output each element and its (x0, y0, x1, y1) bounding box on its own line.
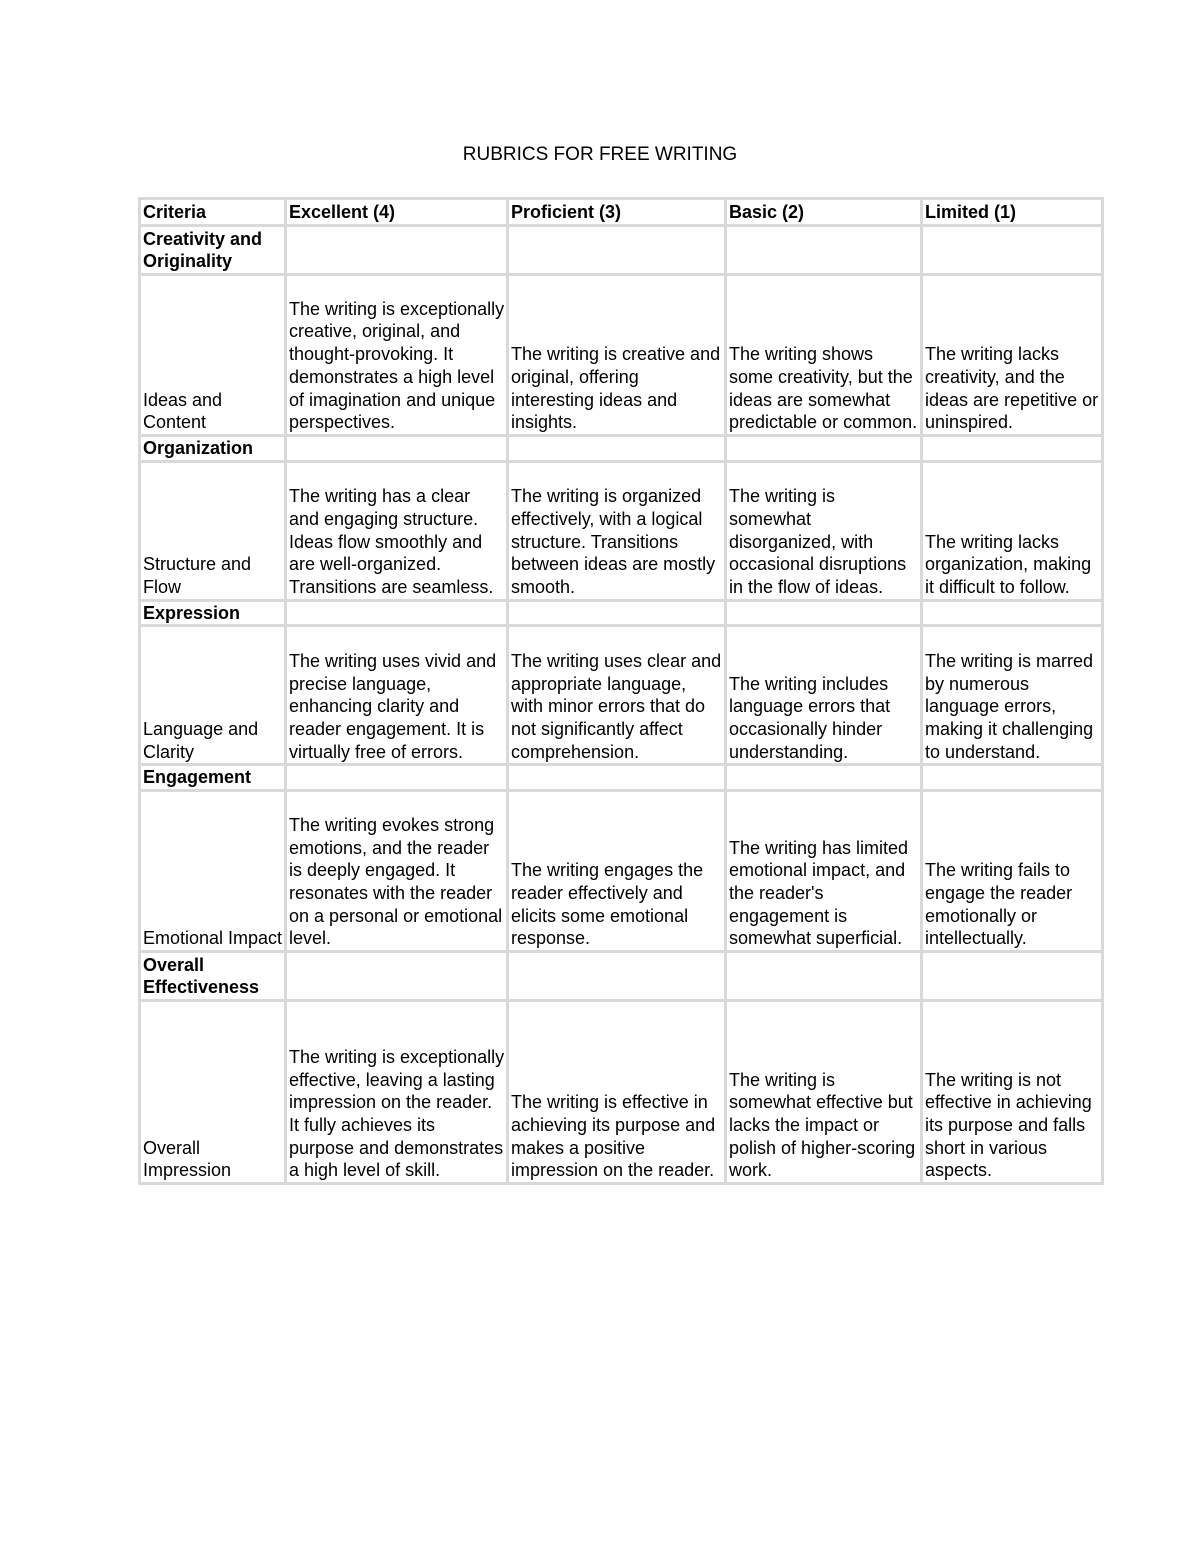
limited-cell: The writing lacks creativity, and the ideas are repetitive or uninspired. (922, 275, 1103, 436)
criterion-cell: Language and Clarity (140, 626, 286, 765)
section-heading: Overall Effectiveness (140, 952, 286, 1001)
table-row (140, 791, 1103, 952)
empty-cell (726, 952, 922, 1001)
section-heading: Creativity and Originality (140, 226, 286, 275)
empty-cell (286, 600, 508, 626)
proficient-cell: The writing is effective in achieving its purpose and makes a positive impression on the reader. (508, 1001, 726, 1184)
basic-cell: The writing is somewhat disorganized, with occasional disruptions in the flow of ideas. (726, 461, 922, 600)
empty-cell (726, 765, 922, 791)
proficient-cell: The writing is creative and original, offering interesting ideas and insights. (508, 275, 726, 436)
excellent-cell: The writing evokes strong emotions, and the reader is deeply engaged. It resonates with the reader on a personal or emotional level. (286, 791, 508, 952)
section-heading-row (140, 765, 1103, 791)
rubric-table (138, 197, 1104, 1185)
excellent-cell: The writing is exceptionally creative, original, and thought-provoking. It demonstrates a high level of imagination and unique perspectives. (286, 275, 508, 436)
table-row (140, 1001, 1103, 1184)
table-row (140, 275, 1103, 436)
table-row (140, 461, 1103, 600)
empty-cell (922, 952, 1103, 1001)
excellent-cell: The writing has a clear and engaging structure. Ideas flow smoothly and are well-organized. Transitions are seamless. (286, 461, 508, 600)
header-limited: Limited (1) (922, 199, 1103, 226)
criterion-cell: Structure and Flow (140, 461, 286, 600)
section-heading-row (140, 436, 1103, 462)
empty-cell (726, 436, 922, 462)
limited-cell: The writing lacks organization, making it difficult to follow. (922, 461, 1103, 600)
header-excellent: Excellent (4) (286, 199, 508, 226)
criterion-cell: Emotional Impact (140, 791, 286, 952)
limited-cell: The writing is not effective in achieving its purpose and falls short in various aspects. (922, 1001, 1103, 1184)
empty-cell (726, 226, 922, 275)
criterion-cell: Ideas and Content (140, 275, 286, 436)
basic-cell: The writing has limited emotional impact, and the reader's engagement is somewhat superficial. (726, 791, 922, 952)
section-heading: Engagement (140, 765, 286, 791)
empty-cell (922, 436, 1103, 462)
header-proficient: Proficient (3) (508, 199, 726, 226)
table-row (140, 626, 1103, 765)
section-heading: Expression (140, 600, 286, 626)
empty-cell (508, 226, 726, 275)
header-criteria: Criteria (140, 199, 286, 226)
section-heading-row (140, 952, 1103, 1001)
proficient-cell: The writing engages the reader effectively and elicits some emotional response. (508, 791, 726, 952)
section-heading-row (140, 226, 1103, 275)
empty-cell (508, 952, 726, 1001)
empty-cell (508, 765, 726, 791)
empty-cell (286, 952, 508, 1001)
criterion-cell: Overall Impression (140, 1001, 286, 1184)
empty-cell (508, 436, 726, 462)
empty-cell (922, 600, 1103, 626)
proficient-cell: The writing uses clear and appropriate language, with minor errors that do not significantly affect comprehension. (508, 626, 726, 765)
empty-cell (286, 226, 508, 275)
proficient-cell: The writing is organized effectively, with a logical structure. Transitions between ideas are mostly smooth. (508, 461, 726, 600)
limited-cell: The writing is marred by numerous language errors, making it challenging to understand. (922, 626, 1103, 765)
table-header-row (140, 199, 1103, 226)
basic-cell: The writing shows some creativity, but the ideas are somewhat predictable or common. (726, 275, 922, 436)
excellent-cell: The writing is exceptionally effective, leaving a lasting impression on the reader. It fully achieves its purpose and demonstrates a high level of skill. (286, 1001, 508, 1184)
empty-cell (922, 226, 1103, 275)
section-heading-row (140, 600, 1103, 626)
basic-cell: The writing includes language errors that occasionally hinder understanding. (726, 626, 922, 765)
empty-cell (508, 600, 726, 626)
section-heading: Organization (140, 436, 286, 462)
empty-cell (726, 600, 922, 626)
empty-cell (286, 765, 508, 791)
document-title: RUBRICS FOR FREE WRITING (462, 144, 738, 165)
empty-cell (286, 436, 508, 462)
empty-cell (922, 765, 1103, 791)
limited-cell: The writing fails to engage the reader emotionally or intellectually. (922, 791, 1103, 952)
excellent-cell: The writing uses vivid and precise language, enhancing clarity and reader engagement. It is virtually free of errors. (286, 626, 508, 765)
header-basic: Basic (2) (726, 199, 922, 226)
basic-cell: The writing is somewhat effective but lacks the impact or polish of higher-scoring work. (726, 1001, 922, 1184)
